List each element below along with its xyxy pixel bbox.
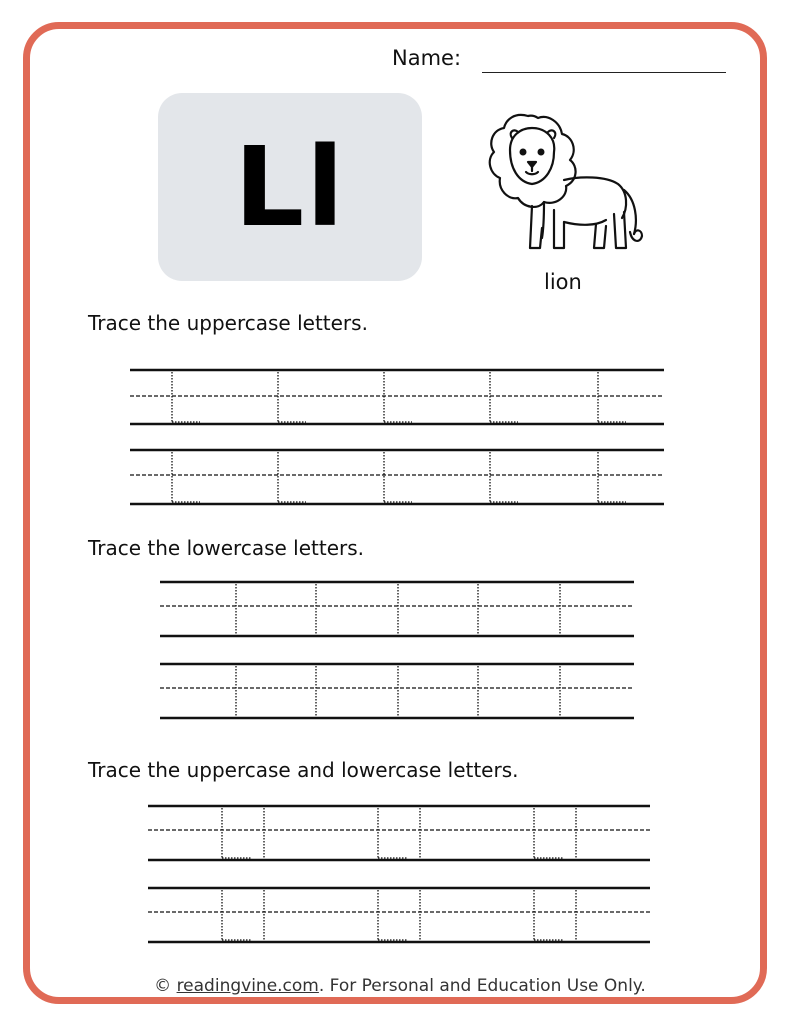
- instruction-mixed: Trace the uppercase and lowercase letters.: [88, 758, 519, 782]
- lion-caption: lion: [544, 270, 582, 294]
- name-label: Name:: [392, 46, 462, 70]
- footer-link[interactable]: readingvine.com: [176, 976, 319, 996]
- copyright-symbol: ©: [154, 976, 172, 996]
- instruction-lowercase: Trace the lowercase letters.: [88, 536, 365, 560]
- instruction-uppercase: Trace the uppercase letters.: [88, 311, 368, 335]
- footer-text: . For Personal and Education Use Only.: [318, 976, 646, 996]
- featured-letters: Ll: [234, 123, 346, 251]
- footer: [0, 976, 800, 996]
